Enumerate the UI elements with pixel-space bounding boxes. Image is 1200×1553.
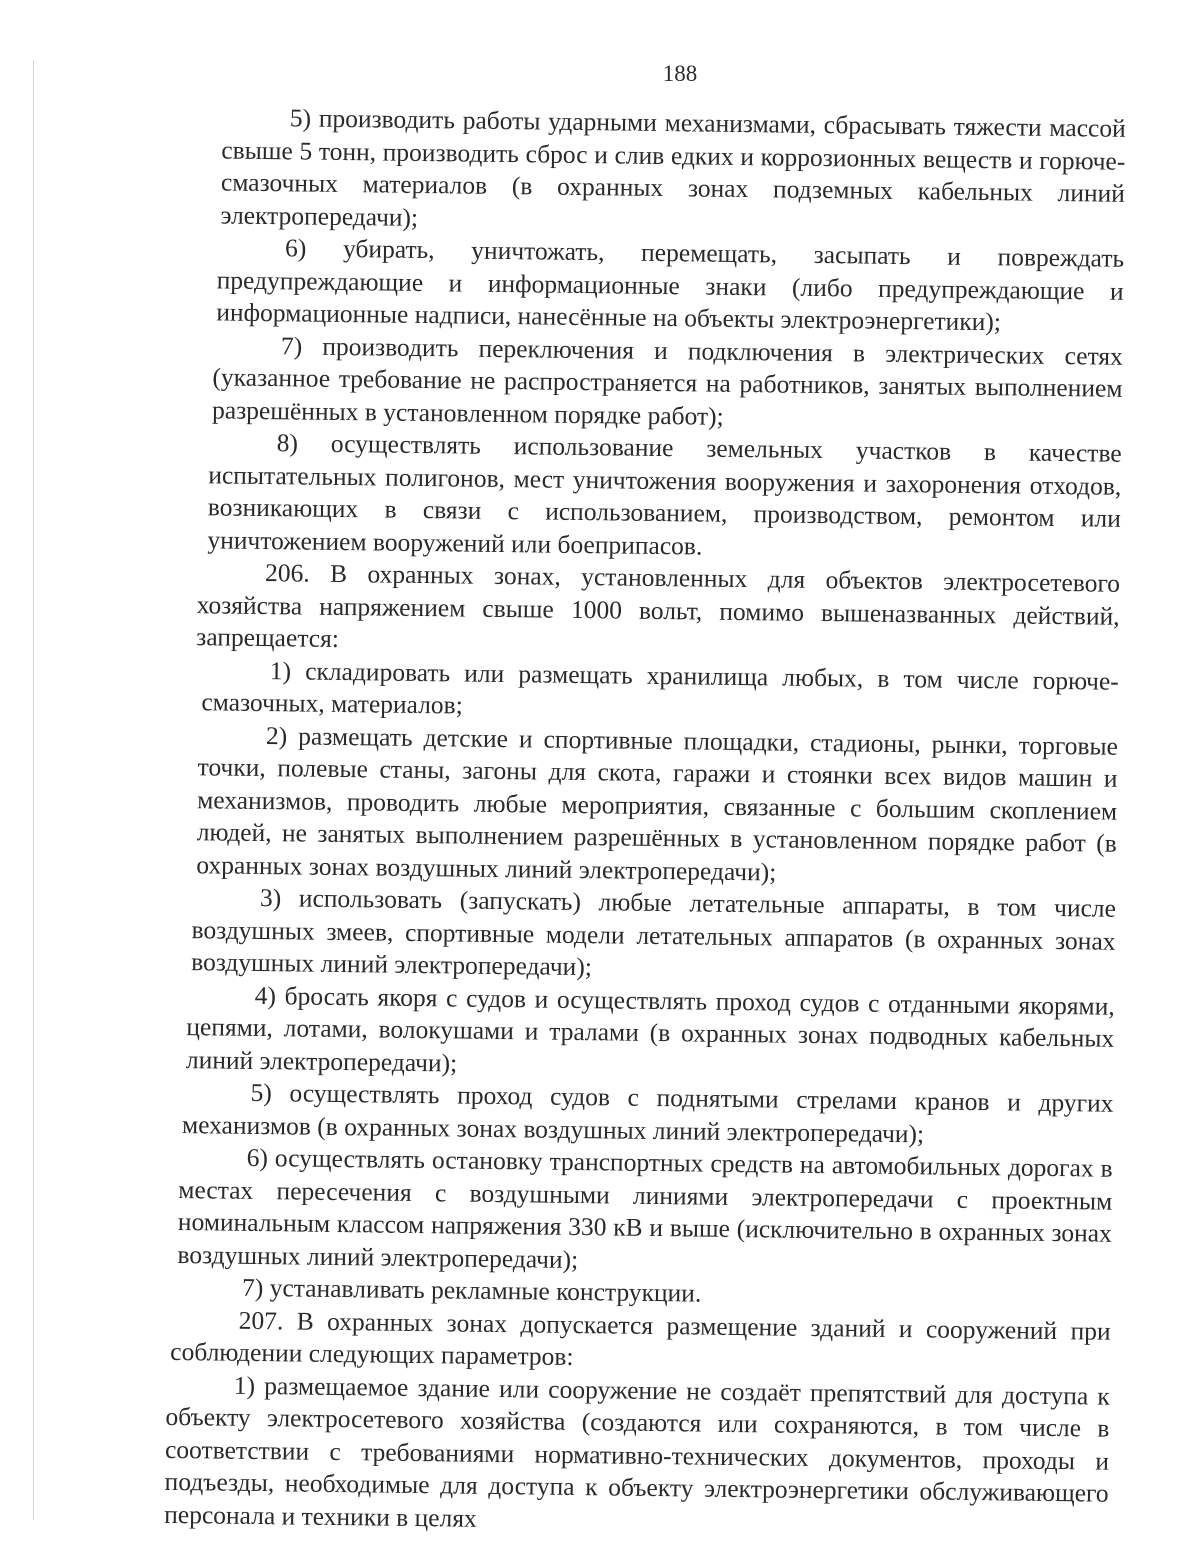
list-item-1-building-access: 1) размещаемое здание или сооружение не создаёт препятствий для доступа к объекту электросетевого хозяйства (создаются или сохраняются, в том числе в соответствии с требованиями нормативно-технических документов, проходы и подъезды, необходимые для доступа к объекту электроэнергетики обслуживающего персонала и техники в целях <box>164 1370 1110 1533</box>
list-item-6-warning-signs: 6) убирать, уничтожать, перемещать, засыпать и повреждать предупреждающие и информационные знаки (либо предупреждающие и информационные надписи, нанесённые на объекты электроэнергетики); <box>216 233 1125 337</box>
list-item-5-ship-passage: 5) осуществлять проход судов с поднятыми стрелами кранов и других механизмов (в охранных зонах воздушных линий электропередачи); <box>181 1077 1114 1148</box>
list-item-2-public-areas: 2) размещать детские и спортивные площадки, стадионы, рынки, торговые точки, полевые станы, загоны для скота, гаражи и стоянки всех видов машин и механизмов, проводить любые мероприятия, связанные с большим скоплением людей, не занятых выполнением разрешённых в установленном порядке работ (в охранных зонах воздушных линий электропередачи); <box>196 720 1119 886</box>
section-206: 206. В охранных зонах, установленных для объектов электросетевого хозяйства напряжением свыше 1000 вольт, помимо вышеназванных действий, запрещается: <box>196 558 1121 653</box>
document-body <box>164 101 1126 1543</box>
list-item-4-anchors: 4) бросать якоря с судов и осуществлять проход судов с отданными якорями, цепями, лотами, волокушами и тралами (в охранных зонах подводных кабельных линий электропередачи); <box>185 980 1115 1077</box>
list-item-7-advertising: 7) устанавливать рекламные конструкции. <box>241 1272 702 1308</box>
section-207: 207. В охранных зонах допускается размещение зданий и сооружений при соблюдении следующих параметров: <box>170 1305 1111 1371</box>
scan-margin-line <box>33 60 34 1520</box>
page-number: 188 <box>662 61 698 86</box>
list-item-5-heavy-works: 5) производить работы ударными механизмами, сбрасывать тяжести массой свыше 5 тонн, производить сброс и слив едких и коррозионных веществ и горюче-смазочных материалов (в охранных зонах подземных кабельных линий электропередачи); <box>220 103 1126 232</box>
list-item-6-vehicle-stop: 6) осуществлять остановку транспортных средств на автомобильных дорогах в местах пересечения с воздушными линиями электропередачи с проектным номинальным классом напряжения 330 кВ и выше (исключительно в охранных зонах воздушных линий электропередачи); <box>177 1142 1113 1274</box>
list-item-3-aircraft: 3) использовать (запускать) любые летательные аппараты, в том числе воздушных змеев, спортивные модели летательных аппаратов (в охранных зонах воздушных линий электропередачи); <box>191 882 1117 982</box>
list-item-1-storage: 1) складировать или размещать хранилища любых, в том числе горюче-смазочных, материалов; <box>201 655 1119 720</box>
list-item-7-switching: 7) производить переключения и подключения в электрических сетях (указанное требование не распространяется на работников, занятых выполнением разрешённых в установленном порядке работ); <box>211 330 1124 431</box>
list-item-8-land-use: 8) осуществлять использование земельных участков в качестве испытательных полигонов, мест уничтожения вооружения и захоронения отходов, возникающих в связи с использованием, производством, ремонтом или уничтожением вооружений или боеприпасов. <box>207 428 1122 561</box>
